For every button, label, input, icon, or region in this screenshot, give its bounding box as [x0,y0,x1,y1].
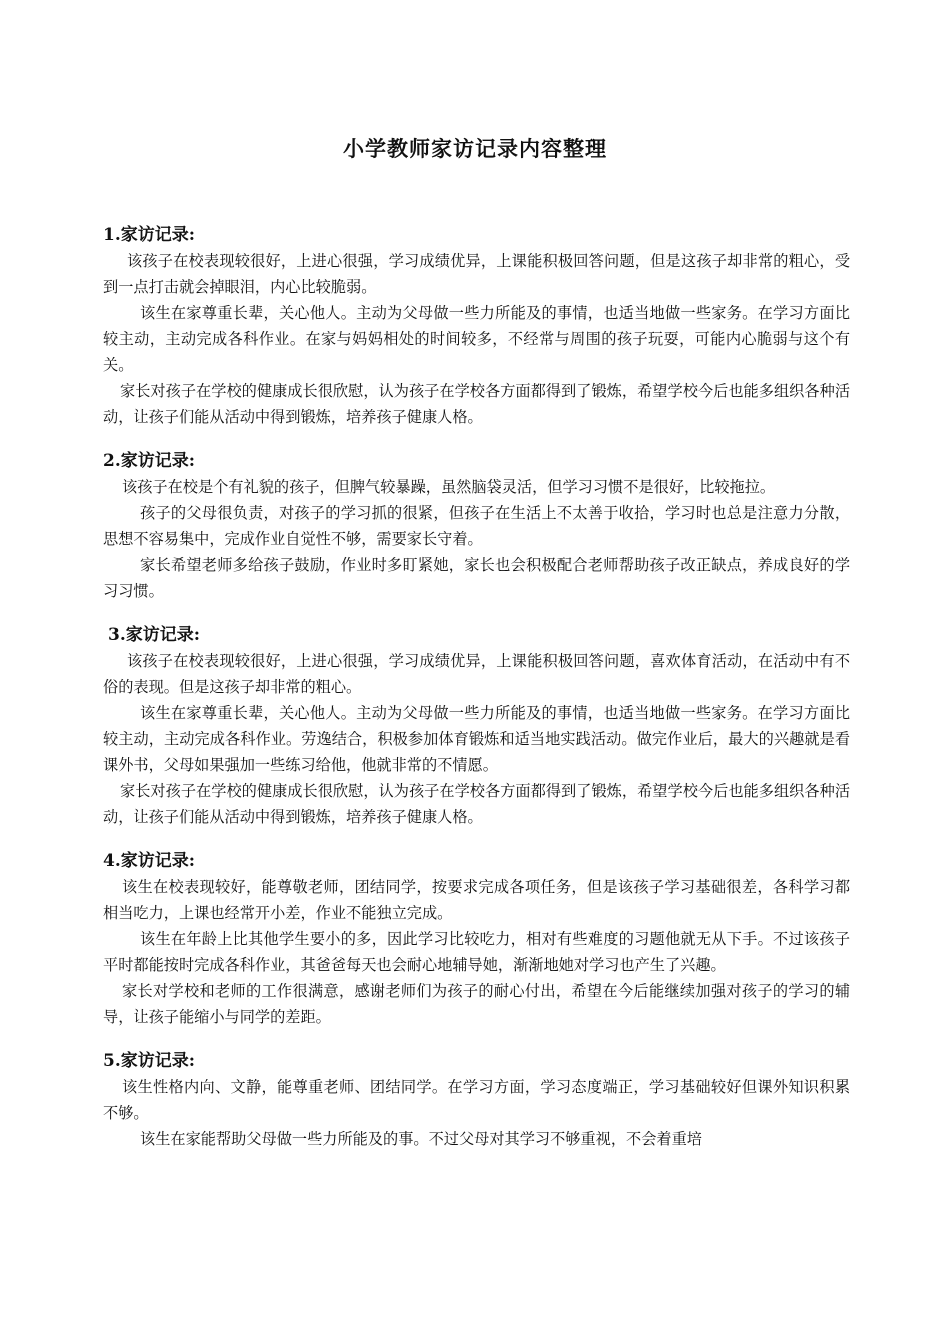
record-paragraph: 家长对孩子在学校的健康成长很欣慰，认为孩子在学校各方面都得到了锻炼，希望学校今后也能多组织各种活动，让孩子们能从活动中得到锻炼，培养孩子健康人格。 [103,382,850,426]
record-heading: 1.家访记录: [103,225,196,245]
visit-record-5 [103,1048,850,1152]
visit-record-2 [103,448,850,604]
document-body [103,222,850,1170]
document-title: 小学教师家访记录内容整理 [343,136,607,161]
record-paragraph: 该生在年龄上比其他学生要小的多，因此学习比较吃力，相对有些难度的习题他就无从下手。不过该孩子平时都能按时完成各科作业，其爸爸每天也会耐心地辅导她，渐渐地她对学习也产生了兴趣。 [103,930,850,974]
record-heading: 4.家访记录: [103,851,196,871]
record-heading: 2.家访记录: [103,451,196,471]
record-paragraph: 该生性格内向、文静，能尊重老师、团结同学。在学习方面，学习态度端正，学习基础较好但课外知识积累不够。 [103,1078,850,1122]
visit-record-3 [103,622,850,830]
record-paragraph: 该孩子在校是个有礼貌的孩子，但脾气较暴躁，虽然脑袋灵活，但学习习惯不是很好，比较拖拉。 [122,478,776,496]
record-paragraph: 该生在家能帮助父母做一些力所能及的事。不过父母对其学习不够重视，不会着重培 [140,1130,702,1148]
record-paragraph: 该生在校表现较好，能尊敬老师，团结同学，按要求完成各项任务，但是该孩子学习基础很差，各科学习都相当吃力，上课也经常开小差，作业不能独立完成。 [103,878,850,922]
record-paragraph: 该孩子在校表现较很好，上进心很强，学习成绩优异，上课能积极回答问题，但是这孩子却非常的粗心，受到一点打击就会掉眼泪，内心比较脆弱。 [103,252,850,296]
record-paragraph: 孩子的父母很负责，对孩子的学习抓的很紧，但孩子在生活上不太善于收拾，学习时也总是注意力分散，思想不容易集中，完成作业自觉性不够，需要家长守着。 [103,504,850,548]
record-paragraph: 家长对学校和老师的工作很满意，感谢老师们为孩子的耐心付出，希望在今后能继续加强对孩子的学习的辅导，让孩子能缩小与同学的差距。 [103,982,850,1026]
visit-record-1 [103,222,850,430]
record-heading: 3.家访记录: [108,625,201,645]
record-paragraph: 家长希望老师多给孩子鼓励，作业时多盯紧她，家长也会积极配合老师帮助孩子改正缺点，养成良好的学习习惯。 [103,556,850,600]
record-paragraph: 该孩子在校表现较很好，上进心很强，学习成绩优异，上课能积极回答问题，喜欢体育活动，在活动中有不俗的表现。但是这孩子却非常的粗心。 [103,652,850,696]
record-paragraph: 家长对孩子在学校的健康成长很欣慰，认为孩子在学校各方面都得到了锻炼，希望学校今后也能多组织各种活动，让孩子们能从活动中得到锻炼，培养孩子健康人格。 [103,782,850,826]
visit-record-4 [103,848,850,1030]
record-paragraph: 该生在家尊重长辈，关心他人。主动为父母做一些力所能及的事情，也适当地做一些家务。在学习方面比较主动，主动完成各科作业。劳逸结合，积极参加体育锻炼和适当地实践活动。做完作业后，最大的兴趣就是看课外书，父母如果强加一些练习给他，他就非常的不情愿。 [103,704,850,774]
record-heading: 5.家访记录: [103,1051,196,1071]
record-paragraph: 该生在家尊重长辈，关心他人。主动为父母做一些力所能及的事情，也适当地做一些家务。在学习方面比较主动，主动完成各科作业。在家与妈妈相处的时间较多，不经常与周围的孩子玩耍，可能内心脆弱与这个有关。 [103,304,850,374]
